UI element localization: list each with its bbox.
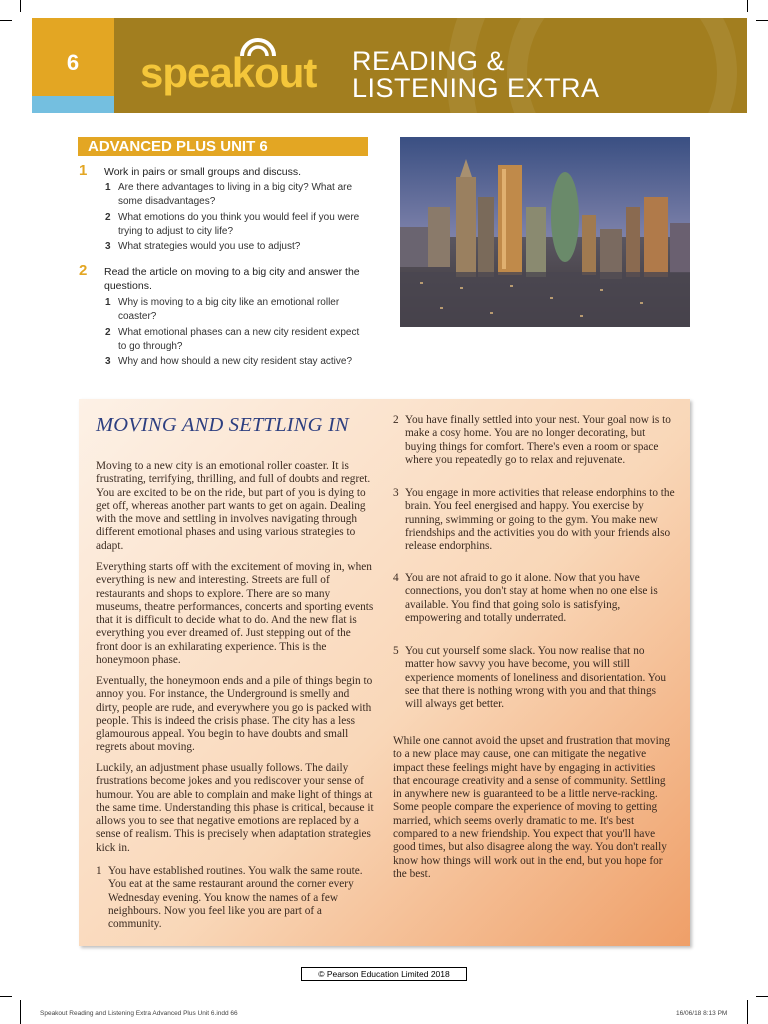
question: 2 What emotions do you think you would feel if you were trying to adjust to city life? — [105, 212, 360, 237]
exercise-number: 2 — [79, 262, 88, 279]
question: 3 Why and how should a new city resident stay active? — [105, 356, 353, 367]
exercise-instruction: Read the article on moving to a big city and answer the questions. — [104, 266, 360, 292]
article-list-item: 4 You are not afraid to go it alone. Now that you have connections, you don't stay at home when no one else is available. You find that going solo is satisfying, empowering and totally underrated. — [393, 572, 658, 624]
crop-mark — [756, 996, 768, 997]
exercise-instruction: Work in pairs or small groups and discuss. — [104, 166, 302, 178]
question: 1 Are there advantages to living in a big city? What are some disadvantages? — [105, 182, 353, 207]
crop-mark — [0, 20, 12, 21]
exercise-number: 1 — [79, 162, 88, 179]
article-list-item: 2 You have finally settled into your nest. Your goal now is to make a cosy home. You are no longer decorating, but buying things for comfort. There's even a room or space where you repeatedly go to relax and rejuvenate. — [393, 414, 671, 466]
unit-tab-stripe — [32, 96, 114, 113]
article-list-item: 3 You engage in more activities that release endorphins to the brain. You feel energised and happy. You exercise by running, swimming or going to the gym. You make new friendships and the activities you do with your friends also release endorphins. — [393, 487, 675, 553]
crop-mark — [747, 1000, 748, 1024]
header-title: READING & LISTENING EXTRA — [352, 46, 600, 103]
article-paragraph: Everything starts off with the excitement of moving in, when everything is new and interesting. Streets are full of restaurants and shops to explore. There are so many museums, theatre performances, concerts and sporting events that it is difficult to decide what to do. And the new flat is everything you ever dreamed of. Just stepping out of the front door is an exhilarating experience. This is the honeymoon phase. — [96, 561, 374, 667]
article-list-item: 5 You cut yourself some slack. You now realise that no matter how savvy you have become, you will still experience moments of loneliness and disorientation. You see that there is nothing wrong with you and that things will always get better. — [393, 645, 667, 711]
crop-mark — [20, 0, 21, 12]
speech-arc-icon — [238, 38, 278, 58]
article-paragraph: Luckily, an adjustment phase usually follows. The daily frustrations become jokes and you rediscover your sense of humour. You are able to complain and make light of things at the same time. Understanding this phase is critical, because it allows you to see that negative emotions are replaced by a sense of realism. This is precisely when adaptation strategies kick in. — [96, 762, 374, 854]
question: 3 What strategies would you use to adjust? — [105, 241, 301, 252]
crop-mark — [0, 996, 12, 997]
crop-mark — [747, 0, 748, 12]
question: 2 What emotional phases can a new city resident expect to go through? — [105, 327, 360, 352]
city-skyline-photo — [400, 137, 690, 327]
question: 1 Why is moving to a big city like an emotional roller coaster? — [105, 297, 340, 322]
footer-date: 16/06/18 8:13 PM — [676, 1010, 728, 1017]
article-title: MOVING AND SETTLING IN — [96, 414, 349, 436]
article-paragraph: Moving to a new city is an emotional roller coaster. It is frustrating, terrifying, thrilling, and full of doubts and regret. You are excited to be on the ride, but part of you is dying to get off, whereas another part wants to get on again. Dealing with the move and settling in involves navigating through different emotional phases and using various strategies to adapt. — [96, 460, 371, 552]
unit-number: 6 — [66, 50, 80, 75]
brand-logo — [140, 49, 317, 96]
copyright-notice: © Pearson Education Limited 2018 — [301, 967, 467, 981]
brand-text: speakout — [140, 49, 317, 96]
crop-mark — [20, 1000, 21, 1024]
footer-filename: Speakout Reading and Listening Extra Advanced Plus Unit 6.indd 66 — [40, 1010, 238, 1017]
article-closing-paragraph: While one cannot avoid the upset and frustration that moving to a new place may cause, one can mitigate the negative impact these feelings might have by engaging in activities that encourage creativity and a sense of community. Settling in anywhere new is guaranteed to be a little nerve-racking. Some people compare the experience of moving to getting married, which seems overly dramatic to me. It's best compared to a new friendship. You expect that you'll have good times, but also disagree along the way. You don't really know how things will work out in the end, but you hope for the best. — [393, 735, 671, 880]
section-title: ADVANCED PLUS UNIT 6 — [78, 137, 368, 156]
crop-mark — [756, 20, 768, 21]
article-list-item: 1 You have established routines. You walk the same route. You eat at the same restaurant around the corner every Wednesday evening. You know the names of a few neighbours. Now you feel like you are part of a community. — [96, 865, 363, 931]
article-paragraph: Eventually, the honeymoon ends and a pile of things begin to annoy you. For instance, the Underground is smelly and dirty, people are rude, and everywhere you go is packed with people. This is indeed the crisis phase. The city has a less glamourous appeal. You begin to have doubts and small regrets about moving. — [96, 675, 373, 754]
